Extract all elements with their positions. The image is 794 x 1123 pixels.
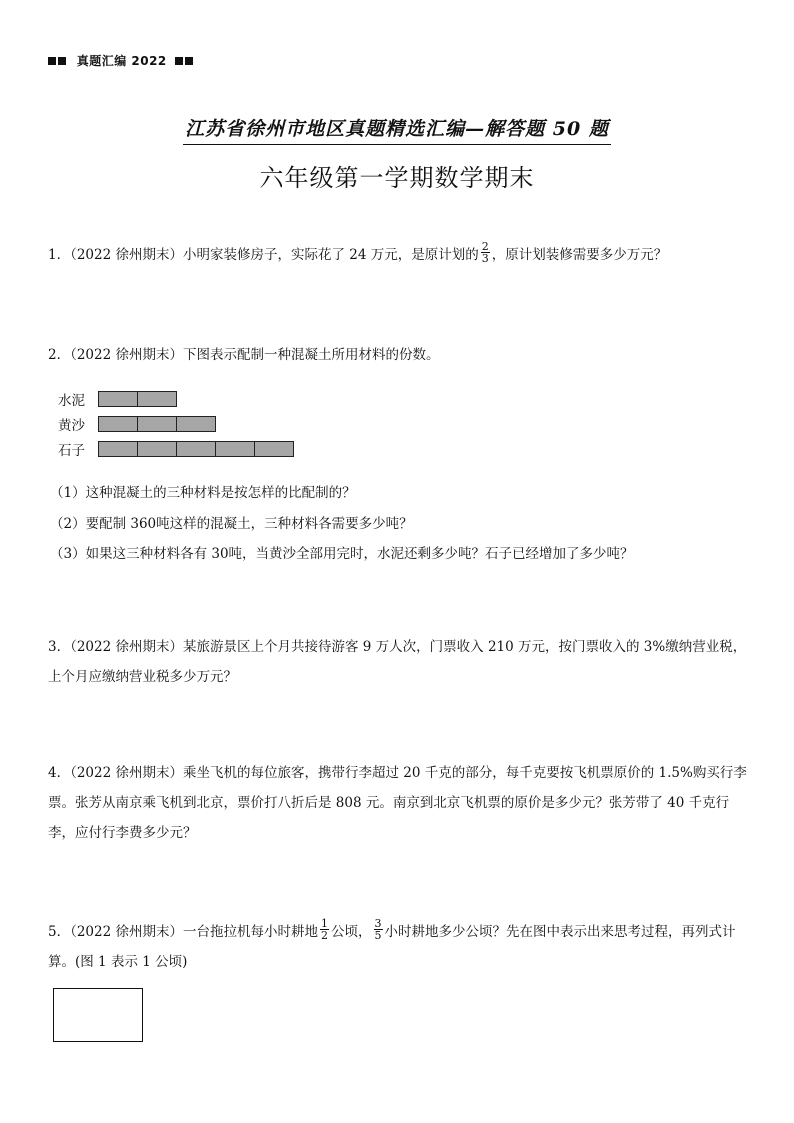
question-1 <box>48 240 748 270</box>
question-2 <box>48 340 748 370</box>
q1-text-a: 1．（2022 徐州期末）小明家装修房子，实际花了 24 万元，是原计划的 <box>48 247 479 263</box>
subtitle-text: 江苏省徐州市地区真题精选汇编—解答题 50 题 <box>183 114 611 145</box>
material-part-cell <box>98 391 138 407</box>
question-4 <box>48 758 748 848</box>
q4-line-3: 李，应付行李费多少元？ <box>48 825 197 841</box>
q5-frac2-den: 5 <box>374 929 382 942</box>
material-bar <box>98 441 293 457</box>
header-label: 真题汇编 2022 <box>76 54 167 68</box>
header-block-icon <box>58 57 66 65</box>
q5-text-b: 公顷， <box>331 924 372 940</box>
q3-line-1: 3．（2022 徐州期末）某旅游景区上个月共接待游客 9 万人次，门票收入 210 万元，按门票收入的 3%缴纳营业税， <box>48 639 747 655</box>
material-row-sand <box>58 415 215 433</box>
q5-fraction-2 <box>374 918 383 941</box>
q1-text-b: ，原计划装修需要多少万元？ <box>491 247 668 263</box>
document-subtitle <box>0 114 794 145</box>
document-title: 六年级第一学期数学期末 <box>259 164 535 192</box>
q5-text-c: 小时耕地多少公顷？先在图中表示出来思考过程，再列式计 <box>384 924 736 940</box>
q1-frac-num: 2 <box>481 240 489 253</box>
header-block-icon <box>175 57 183 65</box>
material-row-cement <box>58 390 176 408</box>
material-part-cell <box>98 416 138 432</box>
material-part-cell <box>137 441 177 457</box>
question-3 <box>48 632 748 692</box>
material-part-cell <box>254 441 294 457</box>
q1-fraction <box>481 241 490 264</box>
material-part-cell <box>137 391 177 407</box>
material-part-cell <box>215 441 255 457</box>
q2-sub-3: （3）如果这三种材料各有 30吨，当黄沙全部用完时，水泥还剩多少吨？石子已经增加了多少吨？ <box>50 546 634 562</box>
material-part-cell <box>176 441 216 457</box>
material-part-cell <box>98 441 138 457</box>
q5-fraction-1 <box>320 918 329 941</box>
material-row-gravel <box>58 440 293 458</box>
q1-frac-den: 3 <box>481 252 489 265</box>
page-header <box>48 52 195 69</box>
q2-sub-2: （2）要配制 360吨这样的混凝土，三种材料各需要多少吨？ <box>50 516 413 532</box>
q4-line-2: 票。张芳从南京乘飞机到北京，票价打八折后是 808 元。南京到北京飞机票的原价是多少元？张芳带了 40 千克行 <box>48 795 730 811</box>
q3-line-2: 上个月应缴纳营业税多少万元？ <box>48 669 237 685</box>
material-label: 水泥 <box>58 393 85 409</box>
material-bar <box>98 391 176 407</box>
answer-diagram-box <box>53 988 143 1042</box>
q2-sub-1: （1）这种混凝土的三种材料是按怎样的比配制的？ <box>50 485 356 501</box>
header-block-icon <box>185 57 193 65</box>
material-part-cell <box>137 416 177 432</box>
question-5 <box>48 917 748 977</box>
header-block-icon <box>48 57 56 65</box>
q5-frac1-den: 2 <box>321 929 328 942</box>
material-part-cell <box>176 416 216 432</box>
q5-line-2: 算。(图 1 表示 1 公顷) <box>48 954 188 970</box>
material-label: 石子 <box>58 443 85 459</box>
material-label: 黄沙 <box>58 418 85 434</box>
q5-frac1-num: 1 <box>321 917 328 930</box>
q5-text-a: 5．（2022 徐州期末）一台拖拉机每小时耕地 <box>48 924 318 940</box>
material-bar <box>98 416 215 432</box>
q2-text: 2．（2022 徐州期末）下图表示配制一种混凝土所用材料的份数。 <box>48 347 440 363</box>
q5-frac2-num: 3 <box>374 917 382 930</box>
q4-line-1: 4．（2022 徐州期末）乘坐飞机的每位旅客，携带行李超过 20 千克的部分，每千克要按飞机票原价的 1.5%购买行李 <box>48 765 747 781</box>
